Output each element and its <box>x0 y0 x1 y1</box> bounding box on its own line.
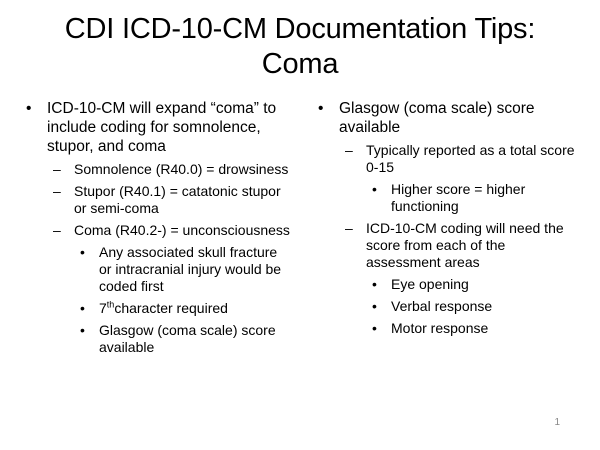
dash-icon: – <box>53 183 61 199</box>
sub-bullet-item <box>47 161 292 178</box>
sub-bullet-text: ICD-10-CM coding will need the score from each of the assessment areas <box>366 220 564 270</box>
bullet-dot-icon: • <box>80 300 85 316</box>
sub-sub-bullet-text: Motor response <box>391 320 489 336</box>
sub-sub-bullet-item <box>366 276 580 293</box>
dash-icon: – <box>345 142 353 158</box>
left-column <box>20 99 292 360</box>
bullet-dot-icon: • <box>372 276 377 292</box>
bullet-item <box>312 99 580 337</box>
sub-bullet-item <box>339 220 580 337</box>
slide-title-line-1: CDI ICD-10-CM Documentation Tips: <box>64 13 536 45</box>
bullet-dot-icon: • <box>80 322 85 338</box>
dash-icon: – <box>345 220 353 236</box>
sub-sub-bullet-text: Higher score = higher functioning <box>391 181 526 214</box>
sub-bullet-text: Stupor (R40.1) = catatonic stupor or semi-coma <box>74 183 281 216</box>
sub-bullet-text: Coma (R40.2-) = unconsciousness <box>74 222 290 238</box>
bullet-dot-icon: • <box>80 244 85 260</box>
bullet-text: ICD-10-CM will expand “coma” to include coding for somnolence, stupor, and coma <box>47 100 277 155</box>
sub-sub-bullet-text: Any associated skull fracture or intracranial injury would be coded first <box>99 244 282 294</box>
sub-bullet-text: Typically reported as a total score 0-15 <box>366 142 575 175</box>
dash-icon: – <box>53 222 61 238</box>
dash-icon: – <box>53 161 61 177</box>
sub-bullet-item <box>47 183 292 217</box>
sub-sub-bullet-item <box>74 244 292 295</box>
slide-title-line-2: Coma <box>261 48 339 80</box>
sub-sub-bullet-item <box>366 181 580 215</box>
bullet-text: Glasgow (coma scale) score available <box>339 100 535 136</box>
page-number: 1 <box>554 417 560 428</box>
bullet-dot-icon: • <box>26 100 32 117</box>
bullet-dot-icon: • <box>318 100 324 117</box>
bullet-dot-icon: • <box>372 298 377 314</box>
sub-bullet-text: Somnolence (R40.0) = drowsiness <box>74 161 289 177</box>
ordinal-number: 7 <box>99 300 107 316</box>
right-column <box>312 99 580 341</box>
sub-bullet-item <box>47 222 292 356</box>
sub-sub-bullet-item <box>366 320 580 337</box>
sub-sub-bullet-text: Eye opening <box>391 276 469 292</box>
slide-title <box>40 12 560 82</box>
sub-sub-bullet-item <box>74 322 292 356</box>
sub-sub-bullet-item <box>366 298 580 315</box>
bullet-item <box>20 99 292 356</box>
ordinal-suffix: th <box>106 299 115 310</box>
bullet-dot-icon: • <box>372 320 377 336</box>
sub-sub-bullet-text: Verbal response <box>391 298 493 314</box>
sub-sub-bullet-item <box>74 300 292 317</box>
sub-sub-bullet-text: character required <box>114 300 228 316</box>
bullet-dot-icon: • <box>372 181 377 197</box>
sub-bullet-item <box>339 142 580 215</box>
sub-sub-bullet-text: Glasgow (coma scale) score available <box>99 322 276 355</box>
